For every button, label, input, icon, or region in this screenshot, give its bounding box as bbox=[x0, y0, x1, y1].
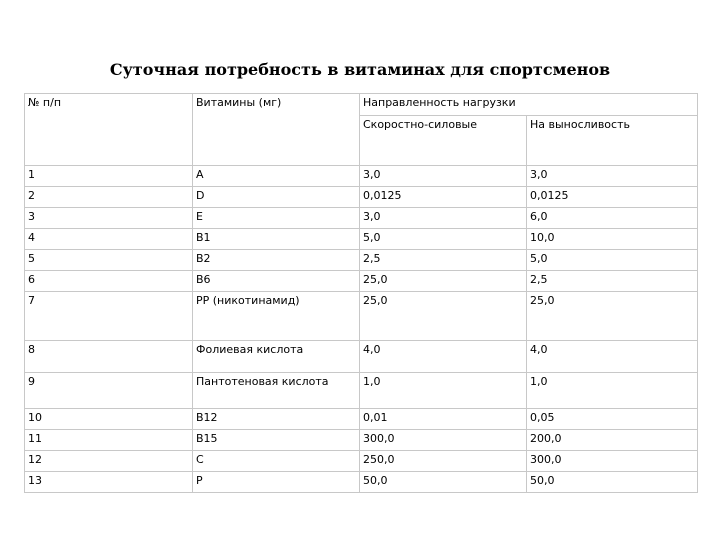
cell-vitamin: B12 bbox=[193, 409, 360, 430]
page-title: Суточная потребность в витаминах для спортсменов bbox=[109, 60, 611, 79]
cell-num: 7 bbox=[25, 292, 193, 341]
header-speed: Скоростно-силовые bbox=[360, 116, 527, 166]
header-vitamin: Витамины (мг) bbox=[193, 94, 360, 166]
cell-endurance: 0,0125 bbox=[527, 187, 698, 208]
cell-num: 11 bbox=[25, 430, 193, 451]
cell-vitamin: B2 bbox=[193, 250, 360, 271]
cell-endurance: 1,0 bbox=[527, 373, 698, 409]
cell-vitamin: B1 bbox=[193, 229, 360, 250]
cell-vitamin: E bbox=[193, 208, 360, 229]
cell-endurance: 3,0 bbox=[527, 166, 698, 187]
table-row bbox=[25, 409, 698, 430]
cell-speed: 25,0 bbox=[360, 292, 527, 341]
cell-speed: 3,0 bbox=[360, 208, 527, 229]
cell-num: 5 bbox=[25, 250, 193, 271]
cell-num: 9 bbox=[25, 373, 193, 409]
cell-vitamin: Фолиевая кислота bbox=[193, 341, 360, 373]
cell-speed: 2,5 bbox=[360, 250, 527, 271]
cell-endurance: 50,0 bbox=[527, 472, 698, 493]
cell-endurance: 4,0 bbox=[527, 341, 698, 373]
cell-speed: 250,0 bbox=[360, 451, 527, 472]
cell-vitamin: P bbox=[193, 472, 360, 493]
table-row bbox=[25, 250, 698, 271]
table-row bbox=[25, 187, 698, 208]
header-num: № п/п bbox=[25, 94, 193, 166]
table-row bbox=[25, 373, 698, 409]
cell-num: 6 bbox=[25, 271, 193, 292]
table-row bbox=[25, 271, 698, 292]
cell-speed: 3,0 bbox=[360, 166, 527, 187]
cell-num: 12 bbox=[25, 451, 193, 472]
cell-speed: 0,01 bbox=[360, 409, 527, 430]
cell-speed: 50,0 bbox=[360, 472, 527, 493]
cell-vitamin: B15 bbox=[193, 430, 360, 451]
cell-endurance: 6,0 bbox=[527, 208, 698, 229]
cell-num: 13 bbox=[25, 472, 193, 493]
table-row bbox=[25, 292, 698, 341]
table-row bbox=[25, 208, 698, 229]
cell-vitamin: PP (никотинамид) bbox=[193, 292, 360, 341]
table-row bbox=[25, 451, 698, 472]
table-row bbox=[25, 430, 698, 451]
table-row bbox=[25, 472, 698, 493]
cell-vitamin: Пантотеновая кислота bbox=[193, 373, 360, 409]
cell-num: 4 bbox=[25, 229, 193, 250]
cell-num: 1 bbox=[25, 166, 193, 187]
table-row bbox=[25, 229, 698, 250]
cell-speed: 1,0 bbox=[360, 373, 527, 409]
cell-endurance: 5,0 bbox=[527, 250, 698, 271]
cell-num: 8 bbox=[25, 341, 193, 373]
header-direction: Направленность нагрузки bbox=[360, 94, 698, 116]
cell-vitamin: B6 bbox=[193, 271, 360, 292]
cell-speed: 4,0 bbox=[360, 341, 527, 373]
cell-vitamin: A bbox=[193, 166, 360, 187]
cell-endurance: 25,0 bbox=[527, 292, 698, 341]
cell-speed: 25,0 bbox=[360, 271, 527, 292]
cell-endurance: 300,0 bbox=[527, 451, 698, 472]
cell-speed: 0,0125 bbox=[360, 187, 527, 208]
table-row bbox=[25, 166, 698, 187]
vitamin-table bbox=[24, 93, 698, 493]
cell-vitamin: C bbox=[193, 451, 360, 472]
cell-endurance: 2,5 bbox=[527, 271, 698, 292]
cell-endurance: 10,0 bbox=[527, 229, 698, 250]
cell-num: 2 bbox=[25, 187, 193, 208]
table-header-row bbox=[25, 94, 698, 116]
cell-speed: 300,0 bbox=[360, 430, 527, 451]
header-endurance: На выносливость bbox=[527, 116, 698, 166]
cell-speed: 5,0 bbox=[360, 229, 527, 250]
cell-vitamin: D bbox=[193, 187, 360, 208]
table-row bbox=[25, 341, 698, 373]
cell-num: 3 bbox=[25, 208, 193, 229]
cell-num: 10 bbox=[25, 409, 193, 430]
cell-endurance: 200,0 bbox=[527, 430, 698, 451]
cell-endurance: 0,05 bbox=[527, 409, 698, 430]
